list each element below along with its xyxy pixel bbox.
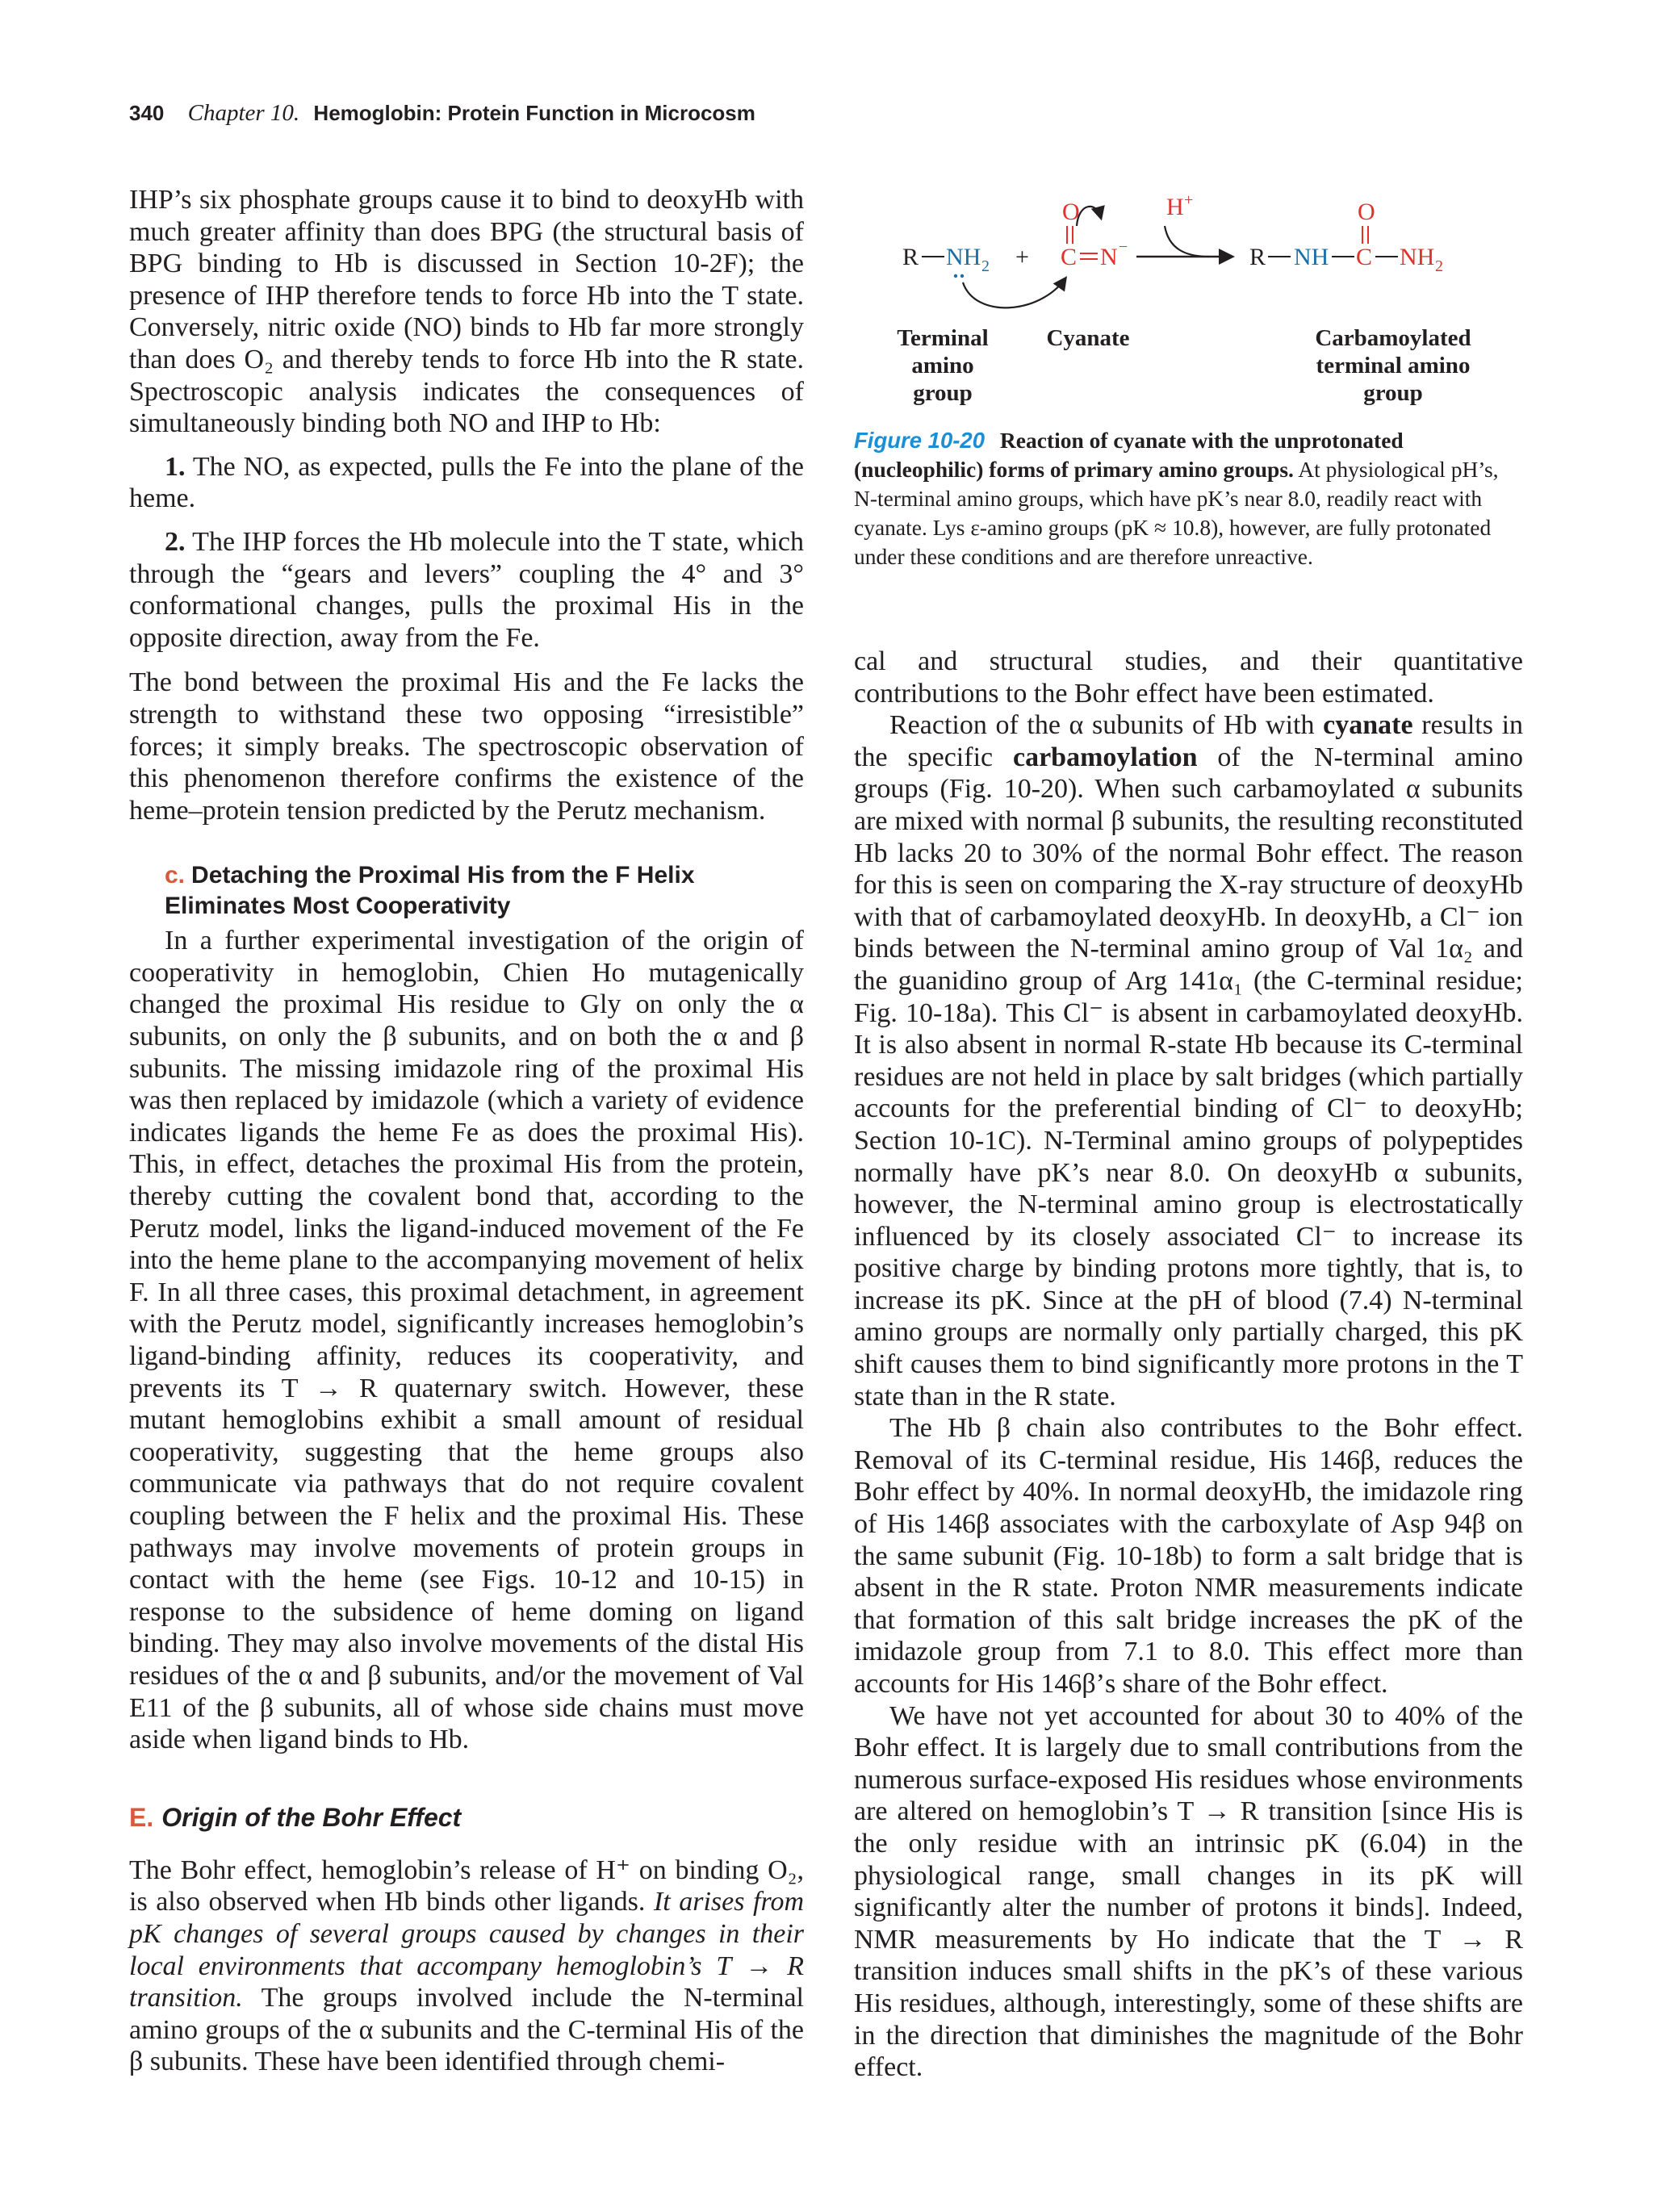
product-r-group: R bbox=[1249, 244, 1266, 270]
cyanate-nitrogen: N bbox=[1100, 244, 1118, 270]
key-term: cyanate bbox=[1323, 710, 1413, 741]
product-nh: NH bbox=[1294, 244, 1329, 270]
label-cyanate: Cyanate bbox=[1046, 325, 1130, 351]
proton-label: H bbox=[1166, 194, 1184, 220]
item-number: 1. bbox=[165, 451, 186, 482]
chapter-number: Chapter 10. bbox=[187, 100, 300, 126]
label-terminal: Terminal bbox=[897, 325, 989, 351]
subscript-2: 2 bbox=[981, 257, 990, 275]
label-carbamoylated: Carbamoylated bbox=[1315, 325, 1471, 351]
item-text: The NO, as expected, pulls the Fe into the plane of the heme. bbox=[129, 451, 804, 514]
paragraph: The Hb β chain also contributes to the Bohr effect. Removal of its C-terminal residue, His 146β, reduces the Bohr effect by 40%. In normal deoxyHb, the imidazole ring of His 146β associates with the carboxylate of Asp 94β on the same subunit (Fig. 10-18b) to form a salt bridge that is absent in the R state. Proton NMR measurements indicate that formation of this salt bridge increases the pK of the imidazole group from 7.1 to 8.0. This effect more than accounts for His 146β’s share of the Bohr effect. bbox=[854, 1413, 1523, 1699]
cyanate-carbon: C bbox=[1061, 244, 1078, 270]
figure-label: Figure 10-20 bbox=[854, 428, 986, 453]
electron-push-arrow bbox=[1077, 207, 1101, 226]
label-terminal: group bbox=[913, 380, 973, 406]
paragraph: The Bohr effect, hemoglobin’s release of H⁺ on binding O₂, is also observed when Hb binds other ligands. It arises from pK changes of several groups caused by changes in their local environments that accompany hemoglobin’s T → R transition. The groups involved include the N-terminal amino groups of the α subunits and the C-terminal His of the β subunits. These have been identified through chemi- bbox=[129, 1854, 804, 2077]
paragraph: IHP’s six phosphate groups cause it to bind to deoxyHb with much greater affinity than does BPG (the structural basis of BPG binding to Hb is discussed in Section 10-2F); the presence of IHP therefore tends to force Hb into the T state. Conversely, nitric oxide (NO) binds to Hb far more strongly than does O₂ and thereby tends to force Hb into the R state. Spectroscopic analysis indicates the consequences of simultaneously binding both NO and IHP to Hb: bbox=[129, 185, 804, 439]
section-title: Origin of the Bohr Effect bbox=[161, 1802, 462, 1832]
amino-nitrogen: NH bbox=[946, 244, 981, 270]
subsection-heading bbox=[165, 860, 804, 922]
figure-10-20 bbox=[854, 186, 1523, 460]
paragraph: In a further experimental investigation of the origin of cooperativity in hemoglobin, Chien Ho mutagenically changed the proximal His residue to Gly on only the α subunits, on only the β subunits, and on both the α and β subunits. The missing imidazole ring of the proximal His was then replaced by imidazole (which a variety of evidence indicates ligands the heme Fe as does the proximal His). This, in effect, detaches the proximal His from the protein, thereby cutting the covalent bond that, according to the Perutz model, links the ligand-induced movement of the Fe into the heme plane to the accompanying movement of helix F. In all three cases, this proximal detachment, in agreement with the Perutz model, significantly increases hemoglobin’s ligand-binding affinity, reduces its cooperativity, and prevents its T → R quaternary switch. However, these mutant hemoglobins exhibit a small amount of residual cooperativity, suggesting that the heme groups also communicate via pathways that do not require covalent coupling between the F helix and the proximal His. These pathways may involve movements of protein groups in contact with the heme (see Figs. 10-12 and 10-15) in response to the subsidence of heme doming on ligand binding. They may also involve movements of the distal His residues of the α and β subunits, and/or the movement of Val E11 of the β subunits, all of whose side chains must move aside when ligand binds to Hb. bbox=[129, 926, 804, 1755]
electron-push-arrow bbox=[963, 278, 1065, 307]
subsection-title: Detaching the Proximal His from the F Helix Eliminates Most Cooperativity bbox=[165, 862, 695, 920]
label-carbamoylated: terminal amino bbox=[1316, 353, 1471, 378]
lone-pair-dot bbox=[954, 274, 957, 278]
product-carbon: C bbox=[1356, 244, 1373, 270]
paragraph: The bond between the proximal His and the Fe lacks the strength to withstand these two opposing “irresistible” forces; it simply breaks. The spectroscopic observation of this phenomenon therefore confirms the existence of the heme–protein tension predicted by the Perutz mechanism. bbox=[129, 667, 804, 826]
chapter-title: Hemoglobin: Protein Function in Microcosm bbox=[313, 101, 755, 125]
reaction-diagram bbox=[854, 186, 1523, 428]
r-group: R bbox=[902, 244, 919, 270]
page-number: 340 bbox=[129, 101, 165, 125]
subsection-letter: c. bbox=[165, 862, 186, 889]
figure-caption-body: At physiological pH’s, N-terminal amino groups, which have pK’s near 8.0, readily react with cyanate. Lys ε-amino groups (pK ≈ 10.8), however, are fully protonated under these conditions and are therefore unreactive. bbox=[854, 457, 1499, 569]
label-terminal: amino bbox=[911, 353, 974, 378]
figure-title: Reaction of cyanate with the unprotonated (nucleophilic) forms of primary amino groups. bbox=[854, 428, 1404, 482]
proton-charge: + bbox=[1184, 191, 1194, 209]
minus-charge: − bbox=[1119, 238, 1128, 256]
numbered-item bbox=[129, 526, 804, 654]
key-term: carbamoylation bbox=[1013, 742, 1198, 772]
item-number: 2. bbox=[165, 526, 186, 557]
proton-uptake-arrow bbox=[1165, 226, 1209, 257]
label-carbamoylated: group bbox=[1363, 380, 1423, 406]
emphasis: It arises from pK changes of several groups caused by changes in their local environments that accompany hemoglobin’s T → R transition. bbox=[129, 1887, 804, 2013]
numbered-item bbox=[129, 451, 804, 515]
product-oxygen: O bbox=[1358, 199, 1375, 225]
product-nh2: NH bbox=[1400, 244, 1435, 270]
paragraph: Reaction of the α subunits of Hb with cyanate results in the specific carbamoylation of the N-terminal amino groups (Fig. 10-20). When such carbamoylated α subunits are mixed with normal β subunits, the resulting reconstituted Hb lacks 20 to 30% of the normal Bohr effect. The reason for this is seen on comparing the X-ray structure of deoxyHb with that of carbamoylated deoxyHb. In deoxyHb, a Cl⁻ ion binds between the N-terminal amino group of Val 1α₂ and the guanidino group of Arg 141α₁ (the C-terminal residue; Fig. 10-18a). This Cl⁻ is absent in carbamoylated deoxyHb. It is also absent in normal R-state Hb because its C-terminal residues are not held in place by salt bridges (which partially accounts for the preferential binding of Cl⁻ to deoxyHb; Section 10-1C). N-Terminal amino groups of polypeptides normally have pK’s near 8.0. On deoxyHb α subunits, however, the N-terminal amino group is electrostatically influenced by its closely associated Cl⁻ to increase its positive charge by binding protons more tightly, that is, to increase its pK. Since at the pH of blood (7.4) N-terminal amino groups are normally only partially charged, this pK shift causes them to bind significantly more protons in the T state than in the R state. bbox=[854, 710, 1524, 1411]
left-column bbox=[129, 184, 804, 2078]
section-letter: E. bbox=[129, 1802, 154, 1832]
subscript-2: 2 bbox=[1435, 257, 1443, 275]
paragraph: cal and structural studies, and their quantitative contributions to the Bohr effect have been estimated. bbox=[854, 646, 1523, 709]
running-header bbox=[129, 100, 755, 132]
figure-caption bbox=[854, 426, 1523, 571]
paragraph: We have not yet accounted for about 30 to 40% of the Bohr effect. It is largely due to small contributions from the numerous surface-exposed His residues whose environments are altered on hemoglobin’s T → R transition [since His is the only residue with an intrinsic pK (6.04) in the physiological range, small changes in its pK will significantly alter the number of protons it binds]. Indeed, NMR measurements by Ho indicate that the T → R transition induces small shifts in the pK’s of these various His residues, although, interestingly, some of these shifts are in the direction that diminishes the magnitude of the Bohr effect. bbox=[854, 1700, 1523, 2083]
plus-sign: + bbox=[1015, 244, 1029, 270]
cyanate-oxygen: O bbox=[1062, 199, 1080, 225]
item-text: The IHP forces the Hb molecule into the T state, which through the “gears and levers” coupling the 4° and 3° conformational changes, pulls the proximal His in the opposite direction, away from the Fe. bbox=[129, 526, 804, 653]
section-heading bbox=[129, 1801, 804, 1834]
lone-pair-dot bbox=[960, 274, 964, 278]
right-column bbox=[854, 646, 1523, 2084]
